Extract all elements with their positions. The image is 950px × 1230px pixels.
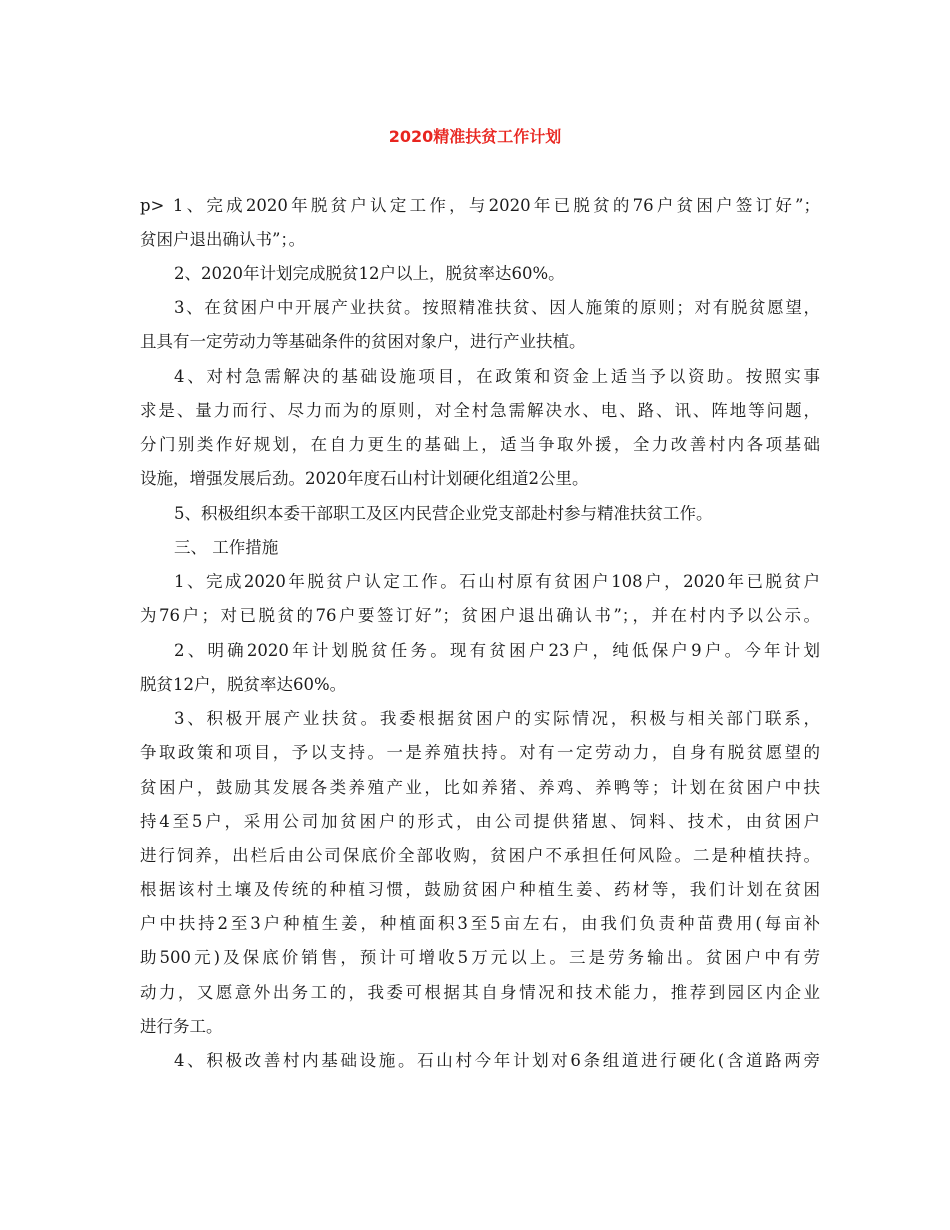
paragraph-line: 争取政策和项目，予以支持。一是养殖扶持。对有一定劳动力，自身有脱贫愿望的 bbox=[140, 743, 820, 762]
paragraph-line: 分门别类作好规划，在自力更生的基础上，适当争取外援，全力改善村内各项基础 bbox=[140, 435, 820, 454]
paragraph-line: 贫困户，鼓励其发展各类养殖产业，比如养猪、养鸡、养鸭等；计划在贫困户中扶 bbox=[140, 778, 820, 797]
paragraph-line: 动力，又愿意外出务工的，我委可根据其自身情况和技术能力，推荐到园区内企业 bbox=[140, 983, 820, 1002]
paragraph-line: 贫困户退出确认书”；。 bbox=[140, 230, 306, 249]
paragraph-line: 助500元)及保底价销售，预计可增收5万元以上。三是劳务输出。贫困户中有劳 bbox=[140, 948, 820, 967]
paragraph-line: 3、在贫困户中开展产业扶贫。按照精准扶贫、因人施策的原则；对有脱贫愿望， bbox=[174, 298, 820, 317]
paragraph-line: 2、明确2020年计划脱贫任务。现有贫困户23户，纯低保户9户。今年计划 bbox=[174, 641, 820, 660]
paragraph-line: 进行饲养，出栏后由公司保底价全部收购，贫困户不承担任何风险。二是种植扶持。 bbox=[140, 846, 820, 865]
paragraph-line: 脱贫12户，脱贫率达60%。 bbox=[140, 675, 347, 694]
paragraph-line: 且具有一定劳动力等基础条件的贫困对象户，进行产业扶植。 bbox=[140, 332, 586, 351]
paragraph-line: 4、积极改善村内基础设施。石山村今年计划对6条组道进行硬化(含道路两旁 bbox=[174, 1051, 820, 1070]
paragraph-line: p> 1、完成2020年脱贫户认定工作，与2020年已脱贫的76户贫困户签订好”； bbox=[140, 196, 820, 215]
paragraph-line: 进行务工。 bbox=[140, 1017, 223, 1036]
paragraph-line: 三、 工作措施 bbox=[174, 538, 279, 557]
document-title: 2020精准扶贫工作计划 bbox=[388, 127, 562, 146]
paragraph-line: 为76户；对已脱贫的76户要签订好”；贫困户退出确认书”；，并在村内予以公示。 bbox=[140, 606, 820, 625]
paragraph-line: 持4至5户，采用公司加贫困户的形式，由公司提供猪崽、饲料、技术，由贫困户 bbox=[140, 812, 820, 831]
paragraph-line: 户中扶持2至3户种植生姜，种植面积3至5亩左右，由我们负责种苗费用(每亩补 bbox=[140, 914, 820, 933]
paragraph-line: 设施，增强发展后劲。2020年度石山村计划硬化组道2公里。 bbox=[140, 469, 589, 488]
paragraph-line: 求是、量力而行、尽力而为的原则，对全村急需解决水、电、路、讯、阵地等问题， bbox=[140, 401, 820, 420]
paragraph-line: 1、完成2020年脱贫户认定工作。石山村原有贫困户108户，2020年已脱贫户 bbox=[174, 572, 820, 591]
paragraph-line: 3、积极开展产业扶贫。我委根据贫困户的实际情况，积极与相关部门联系， bbox=[174, 709, 820, 728]
paragraph-line: 5、积极组织本委干部职工及区内民营企业党支部赴村参与精准扶贫工作。 bbox=[174, 504, 713, 523]
paragraph-line: 4、对村急需解决的基础设施项目，在政策和资金上适当予以资助。按照实事 bbox=[174, 367, 820, 386]
paragraph-line: 2、2020年计划完成脱贫12户以上，脱贫率达60%。 bbox=[174, 264, 565, 283]
paragraph-line: 根据该村土壤及传统的种植习惯，鼓励贫困户种植生姜、药材等，我们计划在贫困 bbox=[140, 880, 820, 899]
